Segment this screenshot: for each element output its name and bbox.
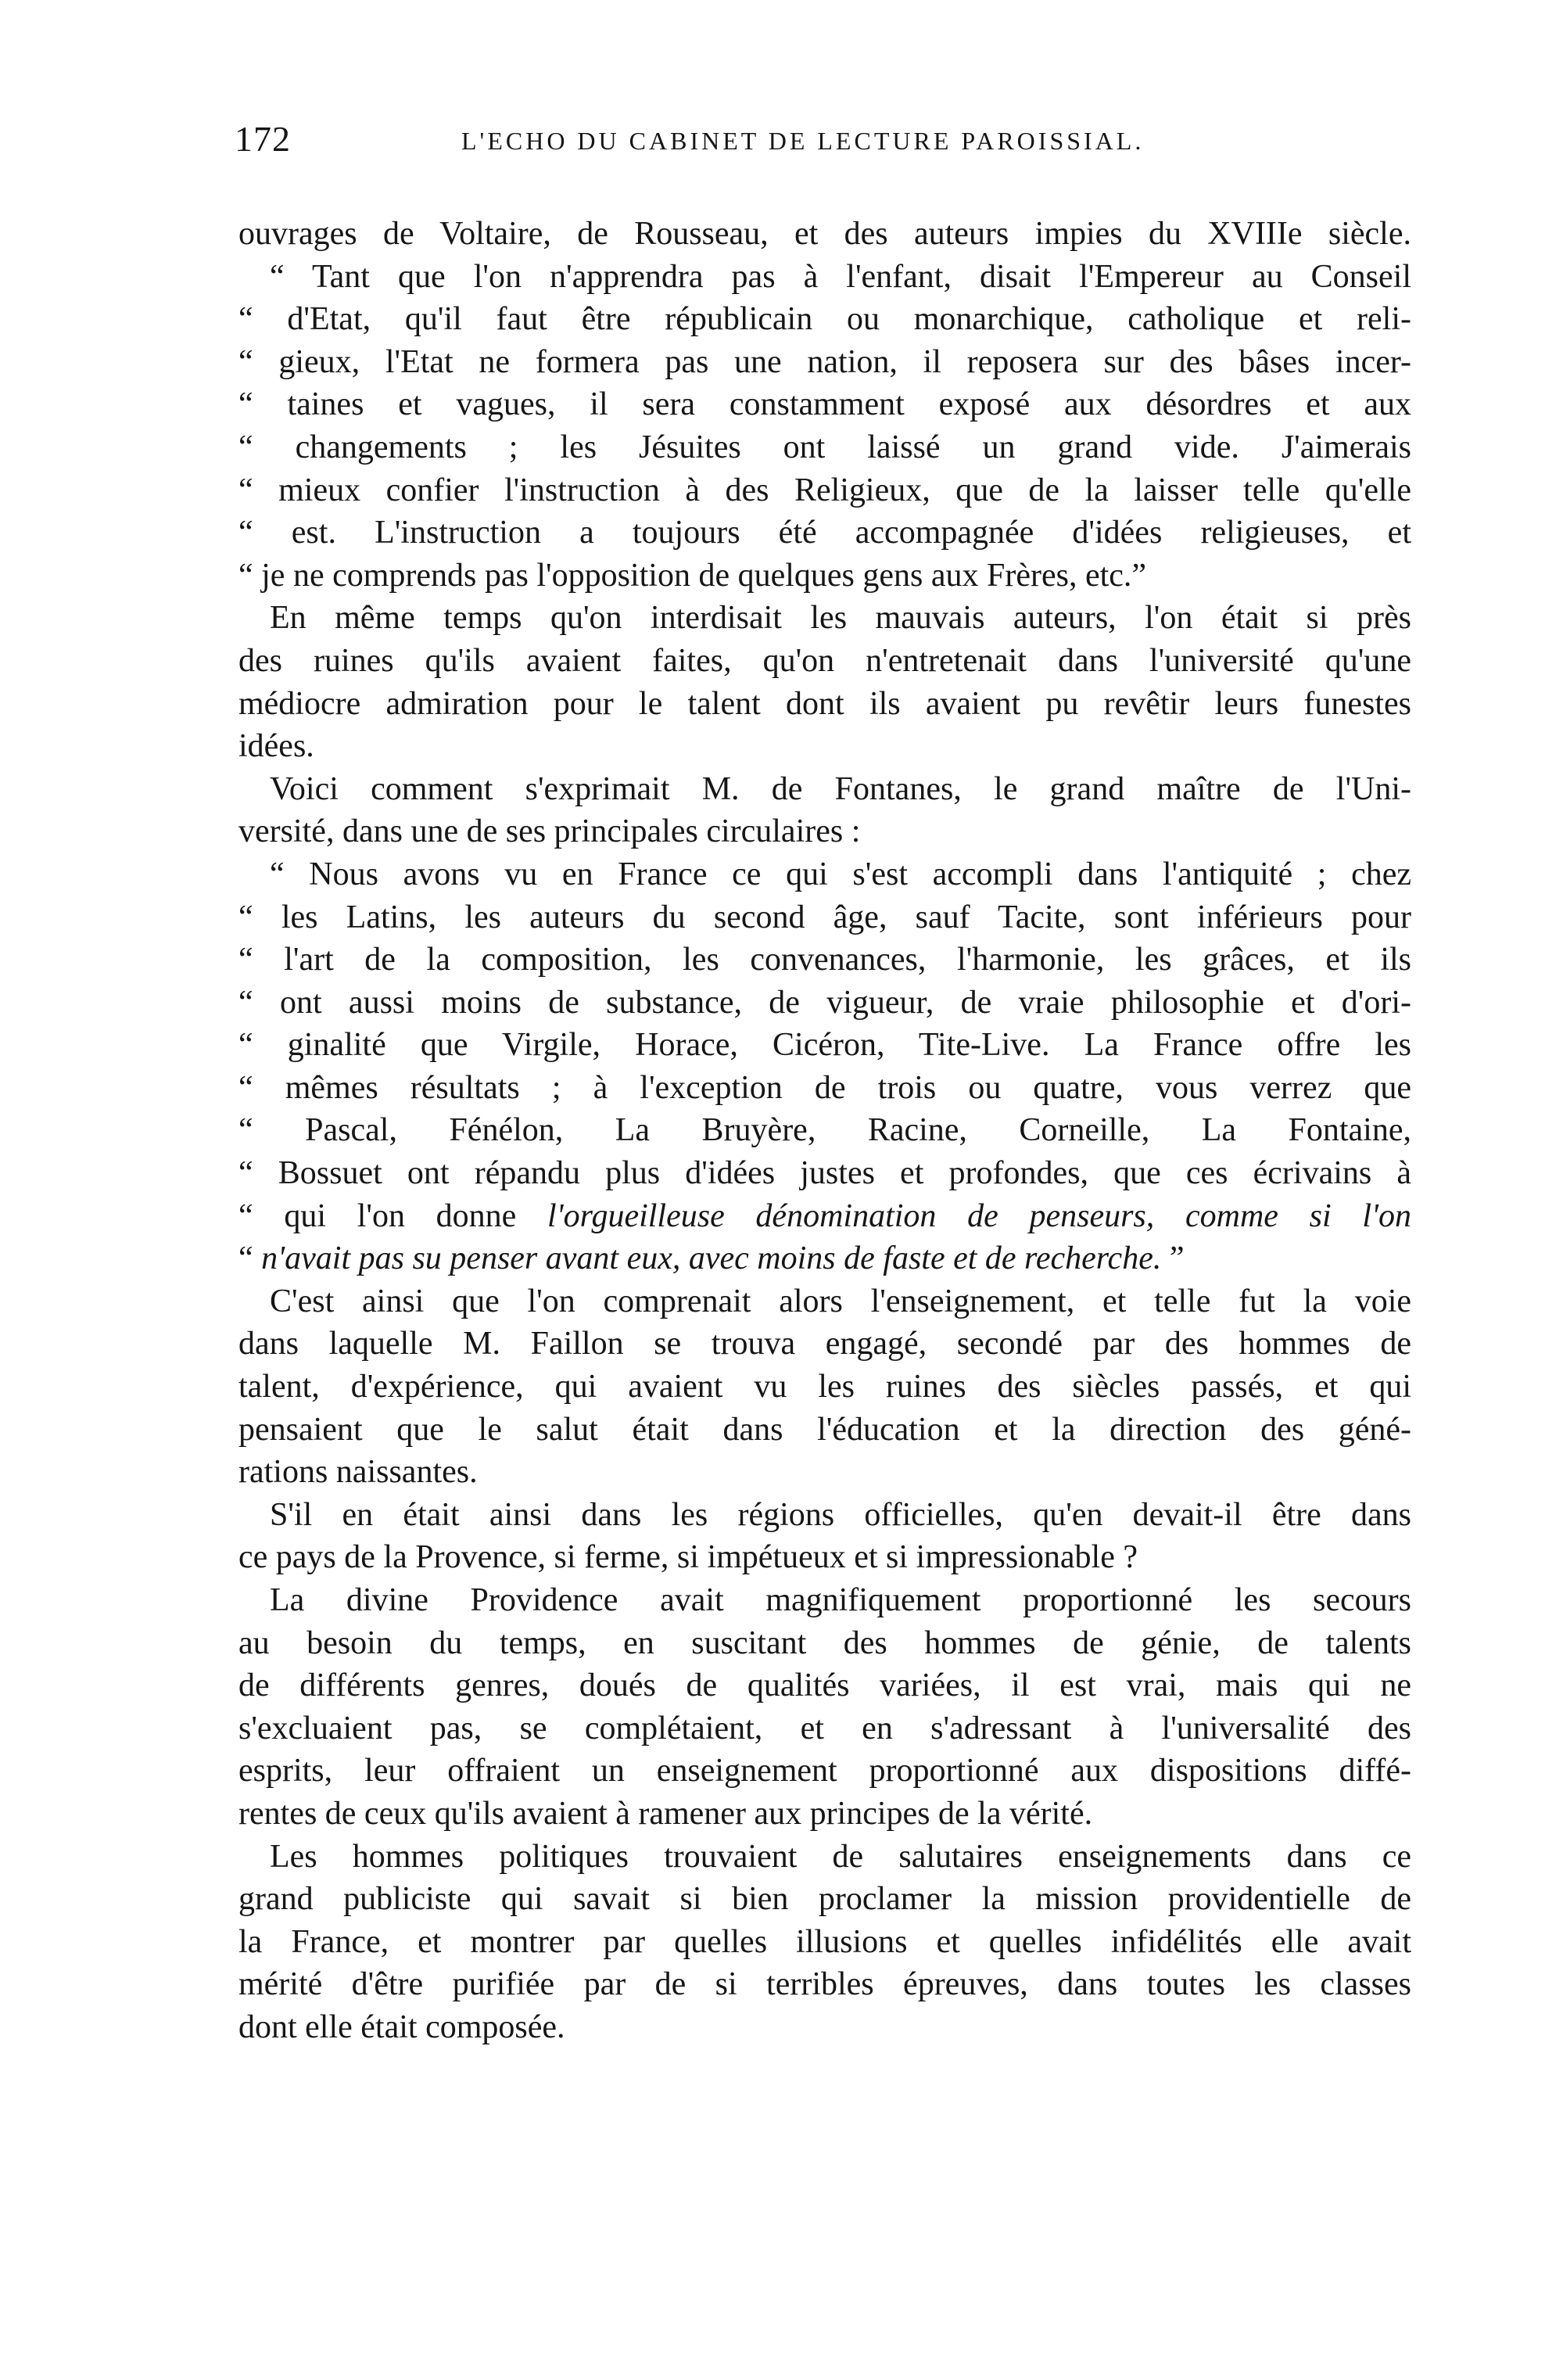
text-line: “ Bossuet ont répandu plus d'idées justes et profondes, que ces écrivains à [238, 1155, 1411, 1192]
text-line: versité, dans une de ses principales circulaires : [238, 813, 861, 850]
text-line: ouvrages de Voltaire, de Rousseau, et des auteurs impies du XVIIIe siècle. [238, 216, 1411, 252]
text-line: rentes de ceux qu'ils avaient à ramener aux principes de la vérité. [238, 1795, 1093, 1832]
text-line: La divine Providence avait magnifiquement proportionné les secours [270, 1582, 1411, 1618]
text-line: “ l'art de la composition, les convenances, l'harmonie, les grâces, et ils [238, 942, 1411, 978]
text-line: ce pays de la Provence, si ferme, si impétueux et si impressionable ? [238, 1539, 1138, 1576]
text-segment: “ qui l'on donne [238, 1197, 517, 1234]
text-line: “ mieux confier l'instruction à des Religieux, que de la laisser telle qu'elle [238, 472, 1411, 508]
text-line: “ ont aussi moins de substance, de vigueur, de vraie philosophie et d'ori- [238, 984, 1411, 1021]
text-line: “ Tant que l'on n'apprendra pas à l'enfant, disait l'Empereur au Conseil [270, 258, 1411, 295]
text-line: En même temps qu'on interdisait les mauvais auteurs, l'on était si près [270, 600, 1411, 637]
text-line: pensaient que le salut était dans l'éducation et la direction des géné- [238, 1411, 1411, 1448]
text-line [238, 1195, 1411, 1238]
text-line: dans laquelle M. Faillon se trouva engagé, secondé par des hommes de [238, 1326, 1411, 1362]
text-line: C'est ainsi que l'on comprenait alors l'enseignement, et telle fut la voie [270, 1283, 1411, 1319]
text-line: S'il en était ainsi dans les régions officielles, qu'en devait-il être dans [270, 1496, 1411, 1533]
text-line: “ mêmes résultats ; à l'exception de trois ou quatre, vous verrez que [238, 1069, 1411, 1106]
text-line: grand publiciste qui savait si bien proclamer la mission providentielle de [238, 1881, 1411, 1918]
text-line: Voici comment s'exprimait M. de Fontanes, le grand maître de l'Uni- [270, 770, 1411, 807]
text-line: “ Nous avons vu en France ce qui s'est accompli dans l'antiquité ; chez [270, 856, 1411, 892]
text-line: s'excluaient pas, se complétaient, et en s'adressant à l'universalité des [238, 1710, 1411, 1746]
text-line: médiocre admiration pour le talent dont ils avaient pu revêtir leurs funestes [238, 685, 1411, 722]
text-line: mérité d'être purifiée par de si terribles épreuves, dans toutes les classes [238, 1966, 1411, 2003]
text-line: “ les Latins, les auteurs du second âge, sauf Tacite, sont inférieurs pour [238, 899, 1411, 935]
text-line: dont elle était composée. [238, 2008, 565, 2045]
text-line: Les hommes politiques trouvaient de salutaires enseignements dans ce [270, 1838, 1411, 1875]
text-line: idées. [238, 728, 314, 765]
text-line: “ taines et vagues, il sera constamment exposé aux désordres et aux [238, 386, 1411, 423]
text-line: au besoin du temps, en suscitant des hommes de génie, de talents [238, 1624, 1411, 1661]
text-line: “ changements ; les Jésuites ont laissé un grand vide. J'aimerais [238, 429, 1411, 465]
body-text [238, 213, 1411, 2049]
text-line: la France, et montrer par quelles illusions et quelles infidélités elle avait [238, 1923, 1411, 1960]
text-line: “ Pascal, Fénélon, La Bruyère, Racine, Corneille, La Fontaine, [238, 1112, 1411, 1149]
text-line [238, 1237, 1411, 1280]
quote-mark: ” [1169, 1240, 1185, 1277]
text-line: “ est. L'instruction a toujours été accompagnée d'idées religieuses, et [238, 515, 1411, 551]
running-title: L'ECHO DU CABINET DE LECTURE PAROISSIAL. [461, 127, 1145, 155]
italic-text: l'orgueilleuse dénomination de penseurs, comme si l'on [547, 1197, 1411, 1234]
text-line: de différents genres, doués de qualités variées, il est vrai, mais qui ne [238, 1667, 1411, 1704]
text-line: “ d'Etat, qu'il faut être républicain ou monarchique, catholique et reli- [238, 301, 1411, 338]
text-line: “ je ne comprends pas l'opposition de quelques gens aux Frères, etc.” [238, 557, 1147, 594]
italic-text: n'avait pas su penser avant eux, avec moins de faste et de recherche. [261, 1240, 1162, 1277]
text-line: esprits, leur offraient un enseignement proportionné aux dispositions diffé- [238, 1753, 1411, 1789]
text-line: rations naissantes. [238, 1454, 478, 1491]
page-header [235, 117, 1439, 164]
text-line: des ruines qu'ils avaient faites, qu'on n'entretenait dans l'université qu'une [238, 642, 1411, 679]
page-number: 172 [235, 119, 291, 159]
text-line: “ gieux, l'Etat ne formera pas une nation, il reposera sur des bâses incer- [238, 343, 1411, 380]
text-line: talent, d'expérience, qui avaient vu les ruines des siècles passés, et qui [238, 1369, 1411, 1405]
quote-mark: “ [238, 1240, 253, 1277]
text-line: “ ginalité que Virgile, Horace, Cicéron, Tite-Live. La France offre les [238, 1027, 1411, 1064]
